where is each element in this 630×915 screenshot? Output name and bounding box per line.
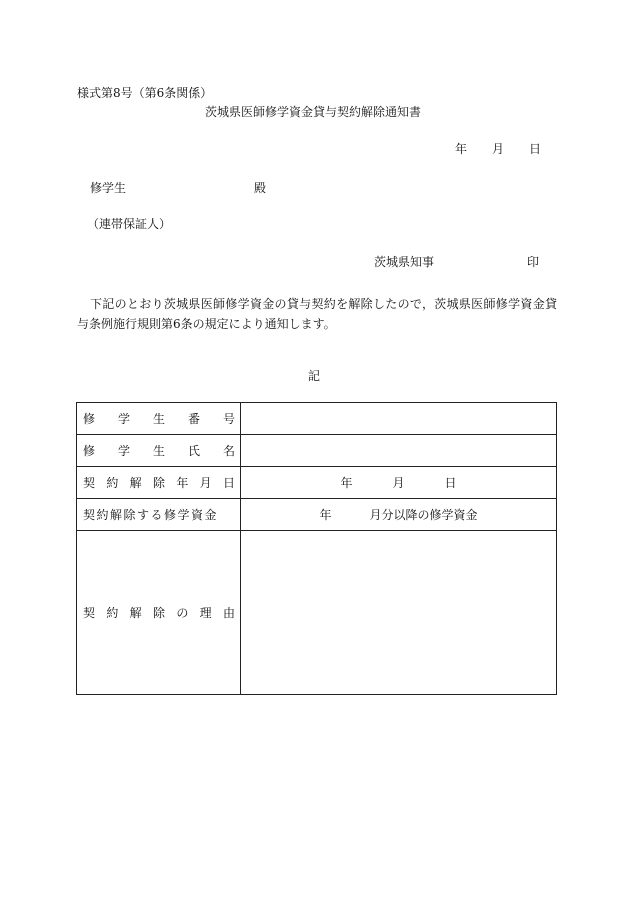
row-label-student-number: 修 学 生 番 号 (77, 403, 241, 435)
guarantor-label: （連帯保証人） (87, 217, 172, 231)
row-label-termination-date: 契 約 解 除 年 月 日 (77, 467, 241, 499)
addressee-line (90, 181, 266, 195)
terminated-funds-value: 年 月分以降の修学資金 (241, 499, 557, 531)
row-label-terminated-funds: 契約解除する修学資金 (77, 499, 241, 531)
document-title: 茨城県医師修学資金貸与契約解除通知書 (205, 105, 422, 119)
sender-line (374, 255, 539, 269)
row-label-student-name: 修 学 生 氏 名 (77, 435, 241, 467)
form-number: 様式第8号（第6条関係） (77, 86, 213, 100)
date-year-label: 年 (455, 142, 468, 156)
termination-date-value: 年 月 日 (241, 467, 557, 499)
issue-date (455, 142, 541, 156)
addressee-honorific: 殿 (254, 181, 267, 195)
table-row (77, 499, 557, 531)
student-number-value (241, 403, 557, 435)
row-label-termination-reason: 契 約 解 除 の 理 由 (77, 531, 241, 695)
date-day-label: 日 (528, 142, 541, 156)
details-table (76, 402, 557, 695)
section-mark: 記 (308, 369, 321, 383)
student-name-value (241, 435, 557, 467)
seal-mark: 印 (527, 255, 540, 269)
table-row (77, 435, 557, 467)
notice-body: 下記のとおり茨城県医師修学資金の貸与契約を解除したので，茨城県医師修学資金貸与条例施行規則第6条の規定により通知します。 (77, 297, 557, 331)
table-row (77, 403, 557, 435)
date-month-label: 月 (491, 142, 504, 156)
table-row (77, 467, 557, 499)
sender-name: 茨城県知事 (374, 255, 435, 269)
addressee-label: 修学生 (90, 181, 127, 195)
termination-reason-value (241, 531, 557, 695)
table-row (77, 531, 557, 695)
